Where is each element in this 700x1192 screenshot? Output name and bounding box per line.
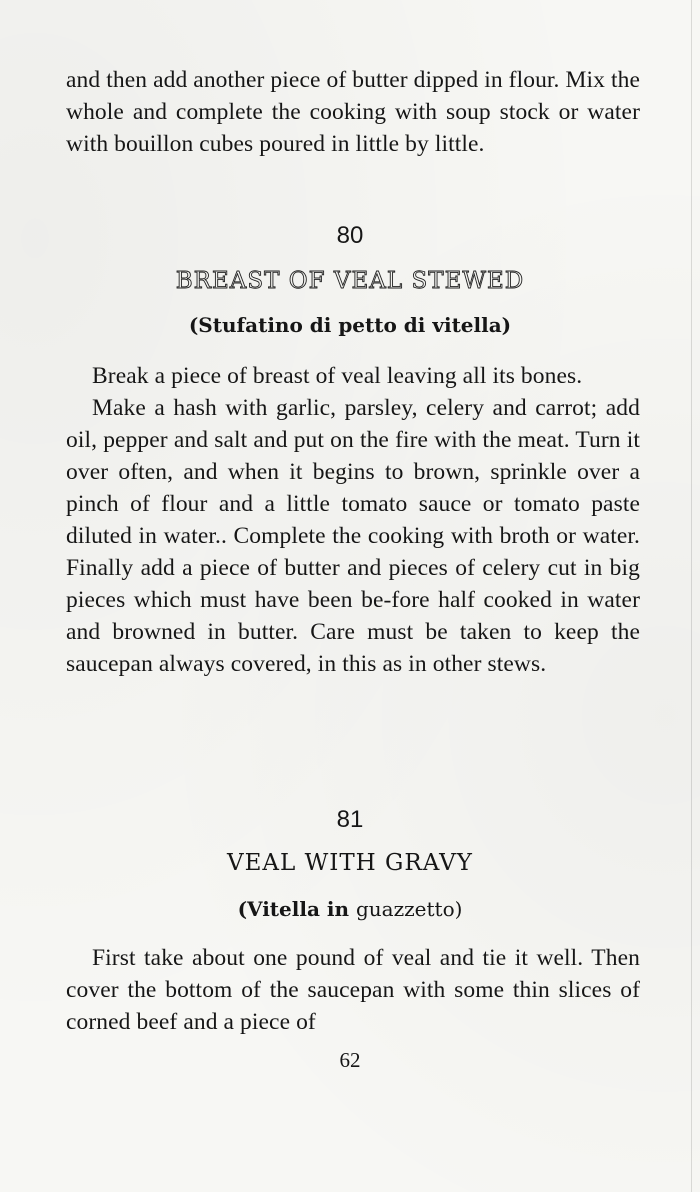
recipe-80-paragraph-2: Make a hash with garlic, parsley, celery and carrot; add oil, pepper and salt and put on the fire with the meat. Turn it over often, and when it begins to brown, sprinkle over a pinch of flour and a little tomato sauce or tomato paste diluted in water.. Complete the cooking with broth or water. Finally add a piece of butter and pieces of celery cut in big pieces which must have been be-fore half cooked in water and browned in butter. Care must be taken to keep the saucepan always covered, in this as in other stews. (66, 395, 640, 677)
recipe-80-title: BREAST OF VEAL STEWED (175, 268, 525, 294)
recipe-80-paragraph-1: Break a piece of breast of veal leaving all its bones. (92, 363, 583, 389)
recipe-81-subtitle-rest: guazzetto) (355, 897, 463, 921)
page-edge-line (691, 0, 692, 1192)
recipe-81-body (66, 942, 640, 1038)
recipe-80-subtitle (0, 313, 700, 337)
recipe-81-paragraph-1: First take about one pound of veal and tie it well. Then cover the bottom of the saucepan with some thin slices of corned beef and a piece of (66, 945, 640, 1035)
recipe-80-subtitle-text: (Stufatino di petto di vitella) (188, 313, 512, 337)
recipe-80-number: 80 (336, 222, 364, 249)
recipe-80-body (66, 360, 640, 680)
recipe-81-number: 81 (336, 806, 364, 833)
recipe-81-subtitle-main: (Vitella in (237, 897, 356, 921)
recipe-81-title: VEAL WITH GRAVY (227, 850, 473, 876)
page-number: 62 (339, 1048, 361, 1072)
continuation-paragraph: and then add another piece of butter dipped in flour. Mix the whole and complete the cooking with soup stock or water with bouillon cubes poured in little by little. (66, 67, 640, 157)
continuation-text-block (66, 64, 640, 160)
recipe-81-subtitle (0, 897, 700, 921)
